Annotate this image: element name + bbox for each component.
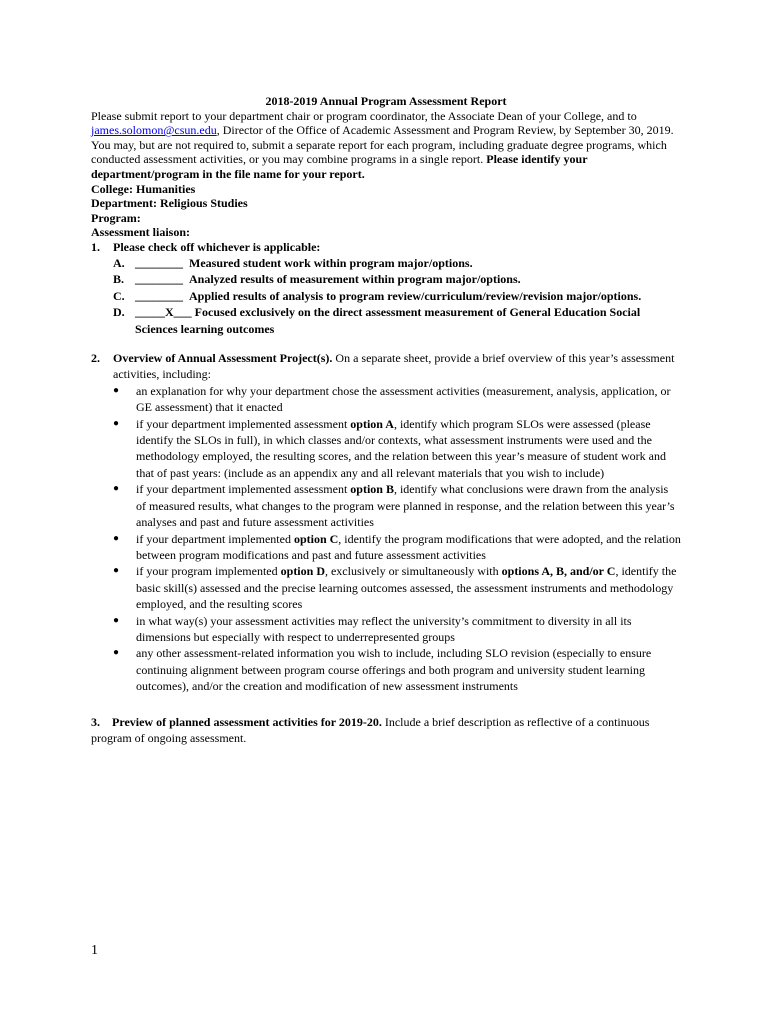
section-2-heading: Overview of Annual Assessment Project(s).	[113, 351, 333, 366]
intro-paragraph	[91, 109, 681, 182]
list-item	[113, 563, 681, 612]
bullet-bold-text-2: options A, B, and/or C	[501, 564, 616, 579]
section-1-heading-row	[91, 240, 681, 255]
section-1-number: 1.	[91, 239, 100, 254]
section-1-heading: Please check off whichever is applicable:	[113, 239, 321, 254]
bullet-text-after: , identify what conclusions were drawn from the analysis of measured results, what changes to the program were planned in response, and the relation between this year’s analyses and past and future assessment activities	[136, 482, 675, 530]
list-item	[113, 613, 681, 646]
bullet-text-after: , identify which program SLOs were assessed (please identify the SLOs in full), in which classes and/or contexts, what assessment instruments were used and the methodology employed, the resulting scores, and the relation between this year’s measure of student work and that of past years: (include as an appendix any and all relevant materials that you wish to include)	[136, 416, 666, 480]
bullet-icon: ●	[113, 614, 120, 626]
list-item	[113, 645, 681, 694]
assessment-liaison-field: Assessment liaison:	[91, 225, 191, 240]
bullet-bold-text: option C	[293, 531, 339, 546]
bullet-text: an explanation for why your department chose the assessment activities (measurement, analysis, application, or GE assessment) that it enacted	[136, 383, 671, 415]
bullet-text: if your department implemented assessment	[136, 482, 351, 497]
section-3	[91, 714, 681, 747]
section-2	[91, 350, 681, 695]
college-field: College: Humanities	[91, 181, 196, 196]
option-letter: C.	[113, 288, 125, 303]
option-checkbox-blank[interactable]: ________	[135, 288, 183, 303]
section-1	[91, 240, 681, 337]
bullet-bold-text: option D	[280, 564, 325, 579]
list-item	[113, 481, 681, 530]
option-letter: D.	[113, 305, 125, 320]
contact-email-link[interactable]: james.solomon@csun.edu	[91, 123, 217, 138]
section-3-number: 3.	[91, 714, 100, 729]
bullet-text-after-2: , identify the basic skill(s) assessed and the precise learning outcomes assessed, the assessment instruments and methodology employed, and the resulting scores	[136, 564, 677, 612]
file-name-instruction: Please identify your department/program in the file name for your report.	[91, 152, 588, 181]
assessment-bullet-list	[113, 383, 681, 695]
bullet-icon: ●	[113, 565, 120, 577]
check-option-c[interactable]	[113, 288, 681, 305]
option-letter: A.	[113, 255, 125, 270]
bullet-text: any other assessment-related information you wish to include, including SLO revision (especially to ensure continuing alignment between program course offerings and both program and university student learning outcomes), and/or the creation and modification of new assessment instruments	[136, 646, 652, 694]
bullet-text: in what way(s) your assessment activities may reflect the university’s commitment to diversity in all its dimensions but especially with respect to underrepresented groups	[136, 613, 632, 644]
bullet-text: if your department implemented assessment	[136, 416, 351, 431]
bullet-icon: ●	[113, 483, 120, 495]
list-item	[113, 531, 681, 564]
check-option-b[interactable]	[113, 271, 681, 288]
option-text: Measured student work within program major/options.	[189, 255, 473, 270]
option-text: Applied results of analysis to program review/curriculum/review/revision major/options.	[189, 288, 642, 303]
section-2-heading-row	[91, 350, 681, 383]
bullet-icon: ●	[113, 647, 120, 659]
document-page	[91, 94, 681, 746]
section-2-number: 2.	[91, 351, 100, 366]
bullet-icon: ●	[113, 417, 120, 429]
bullet-text: if your program implemented	[136, 564, 281, 579]
section-3-heading: Preview of planned assessment activities for 2019-20.	[112, 714, 382, 729]
option-checkbox-blank[interactable]: ________	[135, 255, 183, 270]
bullet-text-after: , identify the program modifications that were adopted, and the relation between program modifications and past and future assessment activities	[136, 531, 681, 562]
option-letter: B.	[113, 272, 125, 287]
check-option-a[interactable]	[113, 255, 681, 272]
option-text: Focused exclusively on the direct assessment measurement of General Education Social Sciences learning outcomes	[135, 305, 641, 336]
section-2-intro: On a separate sheet, provide a brief overview of this year’s assessment activities, including:	[113, 351, 675, 382]
department-field: Department: Religious Studies	[91, 196, 248, 211]
bullet-text: if your department implemented	[136, 531, 294, 546]
checklist	[113, 255, 681, 338]
check-option-d[interactable]	[113, 304, 681, 337]
option-text: Analyzed results of measurement within program major/options.	[189, 272, 521, 287]
bullet-bold-text: option B	[350, 482, 394, 497]
document-title: 2018-2019 Annual Program Assessment Report	[265, 94, 507, 108]
option-checkbox-blank[interactable]: ________	[135, 272, 183, 287]
bullet-icon: ●	[113, 384, 120, 396]
list-item	[113, 416, 681, 482]
bullet-icon: ●	[113, 532, 120, 544]
page-number: 1	[91, 943, 98, 958]
intro-text-after-link: , Director of the Office of Academic Assessment and Program Review, by September 30, 2019. You may, but are not required to, submit a separate report for each program, including graduate degree programs, which conducted assessment activities, or you may combine programs in a single report.	[91, 123, 674, 167]
option-checkbox-blank[interactable]: _____X___	[135, 305, 192, 320]
bullet-bold-text: option A	[350, 416, 394, 431]
bullet-text-after: , exclusively or simultaneously with	[324, 564, 502, 579]
program-field: Program:	[91, 210, 141, 225]
list-item	[113, 383, 681, 416]
intro-text-before-link: Please submit report to your department chair or program coordinator, the Associate Dean of your College, and to	[91, 108, 637, 123]
section-3-text: Include a brief description as reflective of a continuous program of ongoing assessment.	[91, 714, 650, 745]
